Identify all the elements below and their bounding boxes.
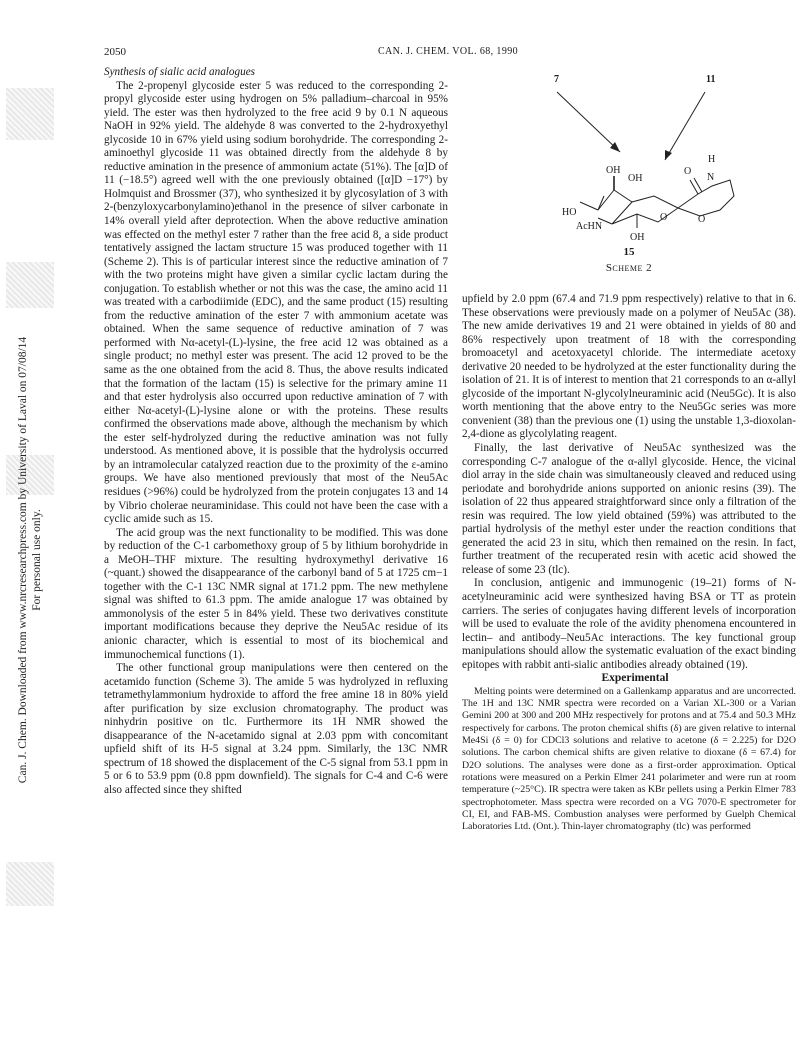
atom-label-oh: OH: [630, 232, 645, 243]
section-heading-experimental: Experimental: [601, 672, 669, 685]
section-subheading: Synthesis of sialic acid analogues: [104, 66, 256, 78]
arrow-label-7: 7: [554, 74, 559, 85]
download-notice: [16, 337, 44, 783]
right-column: [462, 293, 796, 833]
scheme-structure-drawing: [462, 62, 796, 252]
atom-label-achn: AcHN: [576, 221, 603, 232]
scheme-2-figure: [462, 62, 796, 287]
download-notice-line2: For personal use only.: [31, 509, 43, 611]
paragraph: The 2-propenyl glycoside ester 5 was reduced to the corresponding 2-propyl glycoside ester using hydrogen on 5% palladium–charcoal in 95% yield. The ester was then hydrolyzed to the free acid 9 by 0.1 N aqueous NaOH in 92% yield. The aldehyde 8 was converted to the 2-hydroxyethyl glycoside 10 in 67% yield using sodium borohydride. The corresponding 2-aminoethyl glycoside 11 was obtained directly from the aldehyde 8 by reductive amination in the presence of ammonium actate (51%). The [α]D of 11 (−18.5°) agreed well with the one previously obtained ([α]D −17°) by Holmquist and Brossmer (37), who synthesized it by glycosylation of 3 with 2-(benzyloxycarbonylamino)ethanol in the presence of silver carbonate in 14% overall yield after deprotection. When the above reductive amination was effected on the methyl ester 7 rather than the free acid 8, a side product tentatively assigned the lactam structure 15 was produced together with 11 (Scheme 2). This is of particular interest since the reductive amination of 7 with the two proteins might have given a similar cyclic lactam during the conjugation. To establish whether or not this was the case, the amino acid 11 was treated with a carbodiimide (EDC), and the same product (15) resulting from the reductive amination of the ester 7 with ammonium acetate was obtained. When the same sequence of reductive amination of 7 was performed with Nα-acetyl-(L)-lysine, the free acid 12 was obtained as a single product; no methyl ester was present. The acid 12 proved to be the same as the one obtained from the acid 8. Thus, the above results indicated that the formation of the lactam (15) is selective for the primary amine 11 and that ester hydrolysis also occurred upon reductive amination of 7 with either Nα-acetyl-(L)-lysine alone or with the proteins. These results confirmed the observations made above, although the mechanism by which the ester self-hydrolyzed during the reductive amination was not fully understood. As mentioned above, it is possible that the hydrolysis occurred by an intramolecular catalyzed reaction due to the proximity of the ε-amino groups. We have also mentioned previously that most of the Neu5Ac residues (>96%) could be hydrolyzed from the protein conjugates 13 and 14 by Vibrio cholerae neuraminidase. This could not have been the case with a cyclic amide such as 15.: [104, 79, 448, 526]
atom-label-n: N: [707, 172, 715, 183]
page-number: 2050: [104, 46, 126, 58]
paragraph: upfield by 2.0 ppm (67.4 and 71.9 ppm respectively) relative to that in 6. These observations were previously made on a polymer of Neu5Ac (38). The new amide derivatives 19 and 21 were obtained in yields of 80 and 86% respectively upon treatment of 18 with the corresponding bromoacetyl and acetoxyacetyl chloride. The intermediate acetoxy derivative 20 needed to be hydrolyzed at the ester functionality during the isolation of 21. It is of interest to mention that 21 corresponds to an α-allyl glycoside of the important N-glycolylneuraminic acid (Neu5Gc). It is also worth mentioning that the above entry to the Neu5Gc series was more convenient (38) than the previous one (1) using the unstable 1,3-dioxolan-2,4-dione as glycolylating reagent.: [462, 293, 796, 441]
left-column: [104, 66, 448, 798]
paragraph: The other functional group manipulations were then centered on the acetamido function (Scheme 3). The amide 5 was hydrolyzed in refluxing tetramethylammonium hydroxide to afford the free amine 18 in 80% yield after purification by size exclusion chromatography. The product was ninhydrin positive on tlc. Furthermore its 1H NMR showed the disappearance of the N-acetamido signal at 2.03 ppm with concomitant upfield shift of its H-5 signal at 3.24 ppm. Similarly, the 13C NMR spectrum of 18 showed the displacement of the C-5 signal from 53.1 ppm in 5 or 6 to 53.9 ppm (0.8 ppm downfield). The signals for C-4 and C-6 were also affected since they shifted: [104, 662, 448, 796]
scheme-caption: Scheme 2: [605, 262, 653, 274]
download-sidebar: [0, 0, 60, 1052]
paragraph: The acid group was the next functionality to be modified. This was done by reduction of the C-1 carbomethoxy group of 5 by lithium borohydride in a MeOH–THF mixture. The resulting hydroxymethyl derivative 16 (~quant.) showed the disappearance of the carbonyl band of 5 at 1725 cm−1 together with the C-1 13C NMR signal at 171.2 ppm. The new methylene signal was shifted to 61.3 ppm. The amide analogue 17 was obtained by ammonolysis of the ester 5 in 84% yield. These two derivatives constitute important modifications because they deprive the Neu5Ac residue of its anionic character, which is essential to most of its biochemical and immunochemical functions (1).: [104, 526, 448, 661]
arrow-label-11: 11: [706, 74, 716, 85]
atom-label-ring-o: O: [660, 212, 668, 223]
scan-artifact: [6, 262, 54, 308]
experimental-paragraph: Melting points were determined on a Gallenkamp apparatus and are uncorrected. The 1H and 13C NMR spectra were recorded on a Varian XL-300 or a Varian Gemini 200 at 300 and 200 MHz respectively for protons and at 75.4 and 50.3 MHz respectively for carbons. The proton chemical shifts (δ) are given relative to internal Me4Si (δ = 0) for CDCl3 solutions and relative to acetone (δ = 2.225) for D2O solutions. The carbon chemical shifts are given relative to dioxane (δ = 67.4) for D2O solutions. The analyses were done as a first-order approximation. Optical rotations were measured on a Perkin Elmer 241 polarimeter and were run at room temperature (~25°C). IR spectra were taken as KBr pellets using a Perkin Elmer 783 spectrophotometer. Mass spectra were recorded on a VG 7070-E spectrometer for CI, EI, and FAB-MS. Combustion analyses were performed by Guelph Chemical Laboratories Ltd. (Ont.). Thin-layer chromatography (tlc) was performed: [462, 685, 796, 833]
scan-artifact: [6, 862, 54, 906]
running-head: CAN. J. CHEM. VOL. 68, 1990: [377, 46, 519, 57]
scan-artifact: [6, 88, 54, 140]
atom-label-oh: OH: [606, 165, 621, 176]
atom-label-h: H: [708, 154, 716, 165]
download-notice-line1: Can. J. Chem. Downloaded from www.nrcresearchpress.com by University of Laval on 07/08/14: [17, 336, 29, 784]
paragraph: Finally, the last derivative of Neu5Ac synthesized was the corresponding C-7 analogue of the α-allyl glycoside. Hence, the vicinal diol array in the side chain was simultaneously cleaved and reduced using periodate and borohydride anions supported on anionic resins (39). The isolation of 22 thus appeared straightforward since only a filtration of the resin was required. The low yield obtained (59%) was attributed to the partial hydrolysis of the methyl ester under the reaction conditions that generated the acid 23 in situ, which then remained on the resin. In fact, further treatment of the recuperated resin with acetic acid showed the release of some 23 (tlc).: [462, 442, 796, 576]
atom-label-carbonyl-o: O: [684, 166, 692, 177]
compound-number: 15: [623, 246, 635, 258]
atom-label-oh: OH: [628, 173, 643, 184]
atom-label-ho: HO: [562, 207, 577, 218]
paragraph: In conclusion, antigenic and immunogenic (19–21) forms of N-acetylneuraminic acid were synthesized having BSA or TT as protein carriers. The series of conjugates having different levels of incorporation will be used to evaluate the role of the avidity phenomena encountered in lectin– and antibody–Neu5Ac interactions. The key functional group manipulations should allow the systematic evaluation of the exact binding epitopes with rabbit anti-sialic antibodies already obtained (19).: [462, 577, 796, 671]
page-header: [104, 46, 792, 62]
atom-label-lactam-o: O: [698, 214, 706, 225]
